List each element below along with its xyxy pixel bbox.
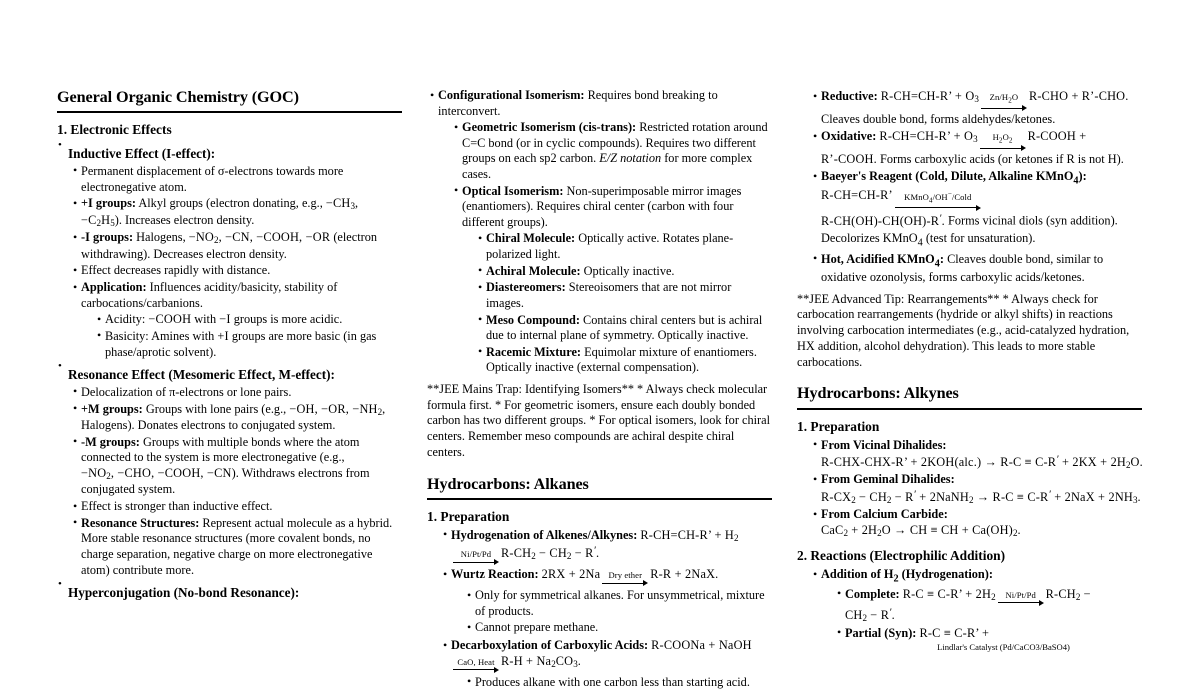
formula-cooh: −COOH [148, 312, 192, 327]
list-item-text: Influences acidity/basicity, stability of carbocations/carbanions. [81, 280, 338, 310]
list-item-label: +M groups: [81, 401, 143, 416]
equation-partial-left: R-C ≡ C-R’ + [919, 625, 990, 640]
decarboxylation-sublist [464, 675, 772, 690]
reaction-arrow-cao-heat [453, 658, 499, 674]
bullet-dot-icon: • [58, 360, 62, 373]
list-item [451, 184, 772, 376]
jee-mains-trap-note: **JEE Mains Trap: Identifying Isomers** * Always check molecular formula first. * For geometric isomers, ensure each doubly bonded carbon has two different groups. * For optical isomers, look for chiral centers. Remember meso compounds are achiral despite chiral centers. [427, 381, 770, 459]
reaction-arrow-ni-pt-pd [453, 550, 499, 566]
list-item-text: Stereoisomers that are not mirror images. [486, 280, 732, 310]
list-item-label: From Geminal Dihalides: [821, 472, 955, 487]
addition-h2-subscript: 2 [893, 573, 899, 585]
arrow-label: CaO, Heat [457, 656, 495, 667]
list-item [810, 472, 1142, 506]
decolorizes-text: Decolorizes KMnO [821, 231, 918, 246]
list-item-text: Halogens, [136, 230, 189, 245]
list-item [70, 196, 402, 229]
alkynes-preparation-list [810, 438, 1142, 540]
list-item [475, 231, 772, 262]
bullet-dot-icon: • [813, 471, 818, 486]
topic-hyperconjugation [57, 578, 402, 602]
list-item-text: Optically inactive. [583, 263, 675, 278]
section-heading-electronic-effects: 1. Electronic Effects [57, 122, 172, 138]
equation-complete-right: $R-CH_2$ − [1045, 586, 1091, 602]
addition-h2-suffix: (Hydrogenation): [898, 567, 993, 582]
list-item-label: Wurtz Reaction: [451, 567, 539, 582]
list-item-label: Racemic Mixture: [486, 344, 582, 359]
hot-kmno4-suffix: : [939, 251, 944, 266]
list-item-text: Basicity: Amines with [105, 328, 218, 343]
list-item [440, 528, 772, 566]
decolorizes-text-suffix: (test for unsaturation). [922, 231, 1036, 246]
list-item-text: Only for symmetrical alkanes. For unsymmetrical, mixture of products. [475, 588, 765, 618]
reaction-arrow-dry-ether [602, 571, 648, 587]
bullet-dot-icon: • [97, 328, 102, 343]
arrow-label: KMnO$_4$/OH−/Cold [904, 189, 972, 205]
list-item [810, 567, 1142, 652]
list-item-text: (electron withdrawing). Decreases electron density. [81, 230, 378, 261]
list-item [70, 402, 402, 434]
list-item-label: Configurational Isomerism: [438, 88, 585, 102]
heading-hydrocarbons-alkanes: Hydrocarbons: Alkanes [427, 475, 772, 500]
list-item [70, 164, 402, 195]
list-item-label: Complete: [845, 586, 900, 601]
list-item-label: Oxidative: [821, 129, 877, 143]
bullet-dot-icon: • [813, 437, 818, 452]
list-item-text: Delocalization of π-electrons or lone pairs. [81, 384, 292, 399]
bullet-dot-icon: • [478, 344, 483, 359]
list-item [70, 230, 402, 262]
arrow-label: Dry ether [608, 570, 643, 581]
ozonolysis-list [810, 89, 1142, 286]
bullet-dot-icon: • [73, 401, 78, 415]
bullet-dot-icon: • [73, 163, 78, 178]
list-item [464, 620, 772, 636]
arrow-line-icon [998, 600, 1044, 607]
inductive-effect-list [70, 164, 402, 360]
bullet-dot-icon: • [478, 230, 483, 245]
bullet-dot-icon: • [443, 527, 448, 542]
list-item-label: Optical Isomerism: [462, 183, 564, 198]
bullet-dot-icon: • [443, 637, 448, 652]
list-item-text: groups are more basic (in gas phase/aprotic solvent). [105, 328, 377, 359]
list-item-label: Reductive: [821, 89, 878, 103]
arrow-label: $Zn/H_2O$ [989, 92, 1019, 105]
equation-decarboxylation-left: R-COONa + NaOH [651, 638, 752, 653]
hot-kmno4-label: Hot, Acidified KMnO [821, 251, 935, 266]
list-item [475, 264, 772, 280]
list-item [834, 626, 1142, 653]
reaction-arrow-zn-h2o [981, 93, 1027, 112]
list-item-label: Chiral Molecule: [486, 231, 576, 246]
resonance-effect-list [70, 385, 402, 578]
three-column-layout [57, 87, 1145, 689]
arrow-line-icon [980, 145, 1026, 152]
list-item-text: ). Increases electron density. [114, 212, 255, 227]
list-item [810, 89, 1142, 128]
equation-oxidative-right: R-COOH + [1027, 129, 1087, 143]
list-item [464, 675, 772, 690]
formula-plus-m-groups: −OH, −OR, $-NH_2$ [289, 401, 383, 417]
bullet-dot-icon: • [813, 566, 818, 581]
bullet-dot-icon: • [478, 263, 483, 278]
isomerism-list [427, 88, 772, 376]
list-item [810, 438, 1142, 472]
equation-hydrogenation-left: R-CH=CH-R’ + $H_2$ [640, 527, 739, 543]
formula-ch3: $-CH_3$, [325, 196, 359, 212]
bullet-dot-icon: • [430, 87, 435, 102]
list-item-text: Permanent displacement of σ-electrons towards more electronegative atom. [81, 163, 344, 194]
column-two [427, 87, 772, 689]
list-item-text: Contains chiral centers but is achiral due to internal plane of symmetry. Optically inactive. [486, 312, 763, 343]
bullet-dot-icon: • [443, 566, 448, 581]
list-item-label [821, 251, 944, 270]
bullet-dot-icon: • [73, 262, 78, 277]
kmno4-subscript: 4 [917, 237, 923, 249]
bullet-dot-icon: • [454, 119, 459, 134]
list-item-label: Achiral Molecule: [486, 263, 581, 278]
arrow-line-icon [453, 667, 499, 674]
list-item-label [821, 169, 1087, 187]
list-item [475, 280, 772, 311]
bullet-dot-icon: • [813, 128, 818, 143]
equation-geminal-dihalides: $R-CX_2 - CH_2 - R'$ + 2NaNH$_2$ → $R-C \equiv C-R' + 2NaX + 2NH_3$. [821, 488, 1141, 505]
bullet-dot-icon: • [58, 139, 62, 152]
list-item [70, 280, 402, 360]
list-item-label: Resonance Structures: [81, 515, 200, 530]
equation-oxidative-product2: R’-COOH. [821, 152, 877, 167]
formula-minus-i: −I [219, 312, 231, 327]
list-item-label: Geometric Isomerism (cis-trans): [462, 120, 637, 135]
list-item-text: Effect decreases rapidly with distance. [81, 263, 271, 278]
section-heading-alkynes-reactions: 2. Reactions (Electrophilic Addition) [797, 548, 1006, 564]
list-item [464, 588, 772, 619]
isomerism-sublist [451, 120, 772, 376]
arrow-label: $H_2O_2$ [992, 132, 1013, 145]
list-item [810, 169, 1142, 250]
equation-complete-right2: $CH_2 - R'$. [845, 607, 895, 624]
formula-plus-i: +I [217, 328, 229, 343]
bullet-dot-icon: • [478, 312, 483, 327]
equation-decarboxylation-right: $R-H + Na_2CO_3$. [501, 653, 582, 669]
bullet-dot-icon: • [813, 251, 818, 266]
bullet-dot-icon: • [837, 586, 842, 601]
bullet-dot-icon: • [813, 168, 818, 183]
inductive-effect-heading: Inductive Effect (I-effect): [68, 146, 216, 162]
heading-hydrocarbons-alkynes: Hydrocarbons: Alkynes [797, 384, 1142, 409]
list-item-label: From Vicinal Dihalides: [821, 437, 947, 452]
equation-baeyer-product: R-CH(OH)-CH(OH)-R′. [821, 212, 945, 228]
formula-minus-m-groups: $-NO_2$, −CHO, −COOH, −CN [81, 465, 232, 481]
list-item-label: Application: [81, 280, 147, 295]
alkynes-reactions-list [810, 567, 1142, 652]
list-item-text: Forms vicinal diols (syn addition). [948, 213, 1118, 228]
ez-notation-emphasis: E/Z notation [599, 151, 662, 166]
bullet-dot-icon: • [73, 279, 78, 294]
list-item-text: ). Withdraws electrons from conjugated system. [81, 465, 370, 497]
bullet-dot-icon: • [467, 674, 472, 689]
list-item-text: , Halogens). Donates electrons to conjugated system. [81, 401, 386, 433]
list-item [427, 88, 772, 376]
reaction-arrow-h2o2 [980, 133, 1026, 152]
bullet-dot-icon: • [454, 183, 459, 198]
list-item [70, 499, 402, 515]
list-item-text: Groups with multiple bonds where the atom connected to the system is more electronegative (e.g., [81, 434, 360, 465]
arrow-line-icon [981, 105, 1027, 112]
bullet-dot-icon: • [73, 498, 78, 513]
equation-baeyer-left: R-CH=CH-R’ [821, 188, 893, 203]
arrow-line-icon [602, 580, 648, 587]
list-item-text: Equimolar mixture of enantiomers. Optically inactive (external compensation). [486, 344, 757, 375]
bullet-dot-icon: • [813, 506, 818, 521]
list-item-text: for more complex cases. [462, 151, 753, 182]
wurtz-sublist [464, 588, 772, 636]
equation-reductive-product2: R’-CHO. [1081, 89, 1129, 103]
baeyer-label-suffix: ): [1078, 169, 1087, 183]
list-item [70, 385, 402, 401]
list-item-text: Restricted rotation around C=C bond (or in cyclic compounds). Requires two different groups on each sp2 carbon. [462, 120, 768, 166]
addition-h2-label: Addition of H [821, 567, 894, 582]
lindlar-catalyst-label: Lindlar's Catalyst (Pd/CaCO3/BaSO4) [937, 641, 1070, 652]
section-heading-alkanes-preparation: 1. Preparation [427, 509, 510, 525]
alkanes-preparation-list [440, 528, 772, 690]
list-item [810, 129, 1142, 168]
equation-oxidative-left: R-CH=CH-R’ + $O_3$ [879, 129, 978, 144]
equation-wurtz-right: R-R + 2NaX. [650, 567, 719, 582]
reaction-arrow-kmno4-oh-cold [895, 191, 981, 212]
baeyer-label-text: Baeyer's Reagent (Cold, Dilute, Alkaline KMnO [821, 169, 1074, 183]
hydrogenation-sublist [834, 587, 1142, 653]
bullet-dot-icon: • [467, 587, 472, 602]
equation-wurtz-left: 2RX + 2Na [541, 567, 601, 582]
hyperconjugation-heading: Hyperconjugation (No-bond Resonance): [68, 585, 300, 601]
list-item-text: Requires bond breaking to interconvert. [438, 88, 718, 118]
list-item-label [821, 567, 993, 585]
application-sublist [94, 312, 402, 360]
equation-reductive-left: R-CH=CH-R’ + $O_3$ [880, 89, 979, 104]
list-item [440, 638, 772, 690]
resonance-effect-heading: Resonance Effect (Mesomeric Effect, M-effect): [68, 367, 335, 383]
column-three [797, 88, 1143, 652]
list-item-label: -I groups: [81, 230, 134, 245]
list-item-text: Acidity: [105, 312, 149, 327]
list-item-label: +I groups: [81, 196, 136, 211]
bullet-dot-icon: • [73, 229, 78, 244]
bullet-dot-icon: • [58, 578, 62, 591]
bullet-dot-icon: • [478, 279, 483, 294]
formula-minus-i-groups: $-NO_2$, −CN, −COOH, −OR [188, 230, 331, 246]
reaction-arrow-ni-pt-pd-alkyne [998, 591, 1044, 607]
list-item-text: with [191, 312, 220, 327]
list-item [834, 587, 1142, 625]
topic-resonance-effect [57, 360, 402, 384]
bullet-dot-icon: • [97, 311, 102, 326]
section-heading-alkynes-preparation: 1. Preparation [797, 418, 880, 434]
hot-kmno4-subscript: 4 [934, 258, 940, 270]
list-item [440, 567, 772, 636]
list-item [475, 313, 772, 344]
list-item-label: Partial (Syn): [845, 625, 917, 640]
list-item [70, 263, 402, 279]
list-item [810, 252, 1142, 286]
list-item [94, 312, 402, 328]
column-one [57, 88, 402, 626]
optical-isomerism-sublist [475, 231, 772, 375]
list-item-label: Decarboxylation of Carboxylic Acids: [451, 638, 649, 653]
list-item [475, 345, 772, 376]
list-item-text: Alkyl groups (electron donating, e.g., [138, 196, 326, 211]
list-item-label: Meso Compound: [486, 312, 580, 327]
list-item-label: From Calcium Carbide: [821, 507, 948, 522]
equation-complete-left: R-C ≡ C-R’ + $2H_2$ [902, 586, 996, 602]
bullet-dot-icon: • [73, 195, 78, 210]
arrow-line-icon [453, 559, 499, 566]
list-item-label: Diastereomers: [486, 280, 566, 295]
list-item-text: Effect is stronger than inductive effect. [81, 499, 273, 514]
list-item-text: Represent actual molecule as a hybrid. More stable resonance structures (more covalent bonds, no charge separation, negative charge on more electronegative atom) contribute more. [81, 515, 393, 577]
bullet-dot-icon: • [73, 434, 78, 449]
baeyer-label-subscript: 4 [1073, 175, 1079, 187]
list-item-label: Hydrogenation of Alkenes/Alkynes: [451, 527, 638, 542]
list-item [70, 435, 402, 498]
list-item-text: Cleaves double bond, forms aldehydes/ketones. [821, 112, 1056, 127]
list-item [70, 516, 402, 578]
equation-vicinal-dihalides: R-CHX-CHX-R’ + $2KOH(alc.) \to R-C \equiv C-R' + 2KX + 2H_2O$. [821, 454, 1143, 470]
bullet-dot-icon: • [467, 619, 472, 634]
arrow-label: Ni/Pt/Pd [460, 549, 492, 560]
list-item-text: Cleaves double bond, similar to oxidative ozonolysis, forms carboxylic acids/ketones. [821, 251, 1104, 285]
list-item [94, 329, 402, 360]
list-item-text: Groups with lone pairs (e.g., [145, 401, 290, 416]
list-item-text: Produces alkane with one carbon less than starting acid. [475, 674, 750, 689]
list-item [810, 507, 1142, 539]
list-item-label: -M groups: [81, 434, 140, 449]
arrow-label: Ni/Pt/Pd [1005, 589, 1036, 600]
list-item-text: Optically active. Rotates plane-polarized light. [486, 231, 734, 262]
bullet-dot-icon: • [73, 515, 78, 530]
list-item-text: Cannot prepare methane. [475, 620, 599, 635]
equation-calcium-carbide: $CaC_2 + 2H_2O$ → CH ≡ CH + $Ca(OH)_2$. [821, 522, 1021, 538]
bullet-dot-icon: • [837, 625, 842, 640]
equation-hydrogenation-right: $R-CH_2 - CH_2 - R'$. [501, 545, 600, 562]
formula-c2h5: $-C_2H_5$ [81, 212, 115, 228]
topic-inductive-effect [57, 139, 402, 163]
list-item-text: groups is more acidic. [230, 312, 343, 327]
bullet-dot-icon: • [73, 384, 78, 399]
list-item-text: Non-superimposable mirror images (enantiomers). Requires chiral center (carbon with four different groups). [462, 183, 742, 229]
bullet-dot-icon: • [813, 88, 818, 103]
arrow-line-icon [895, 205, 981, 212]
equation-reductive-right: R-CHO + [1028, 89, 1079, 103]
jee-advanced-tip-note: **JEE Advanced Tip: Rearrangements** * Always check for carbocation rearrangements (hydride or alkyl shifts) in reactions involving carbocation intermediates (e.g., acid-catalyzed hydration, HX addition, alcohol dehydration). This leads to more stable carbocations. [797, 291, 1130, 369]
list-item-text: Forms carboxylic acids (or ketones if R is not H). [880, 152, 1124, 167]
list-item [451, 120, 772, 182]
page-title: General Organic Chemistry (GOC) [57, 88, 402, 113]
